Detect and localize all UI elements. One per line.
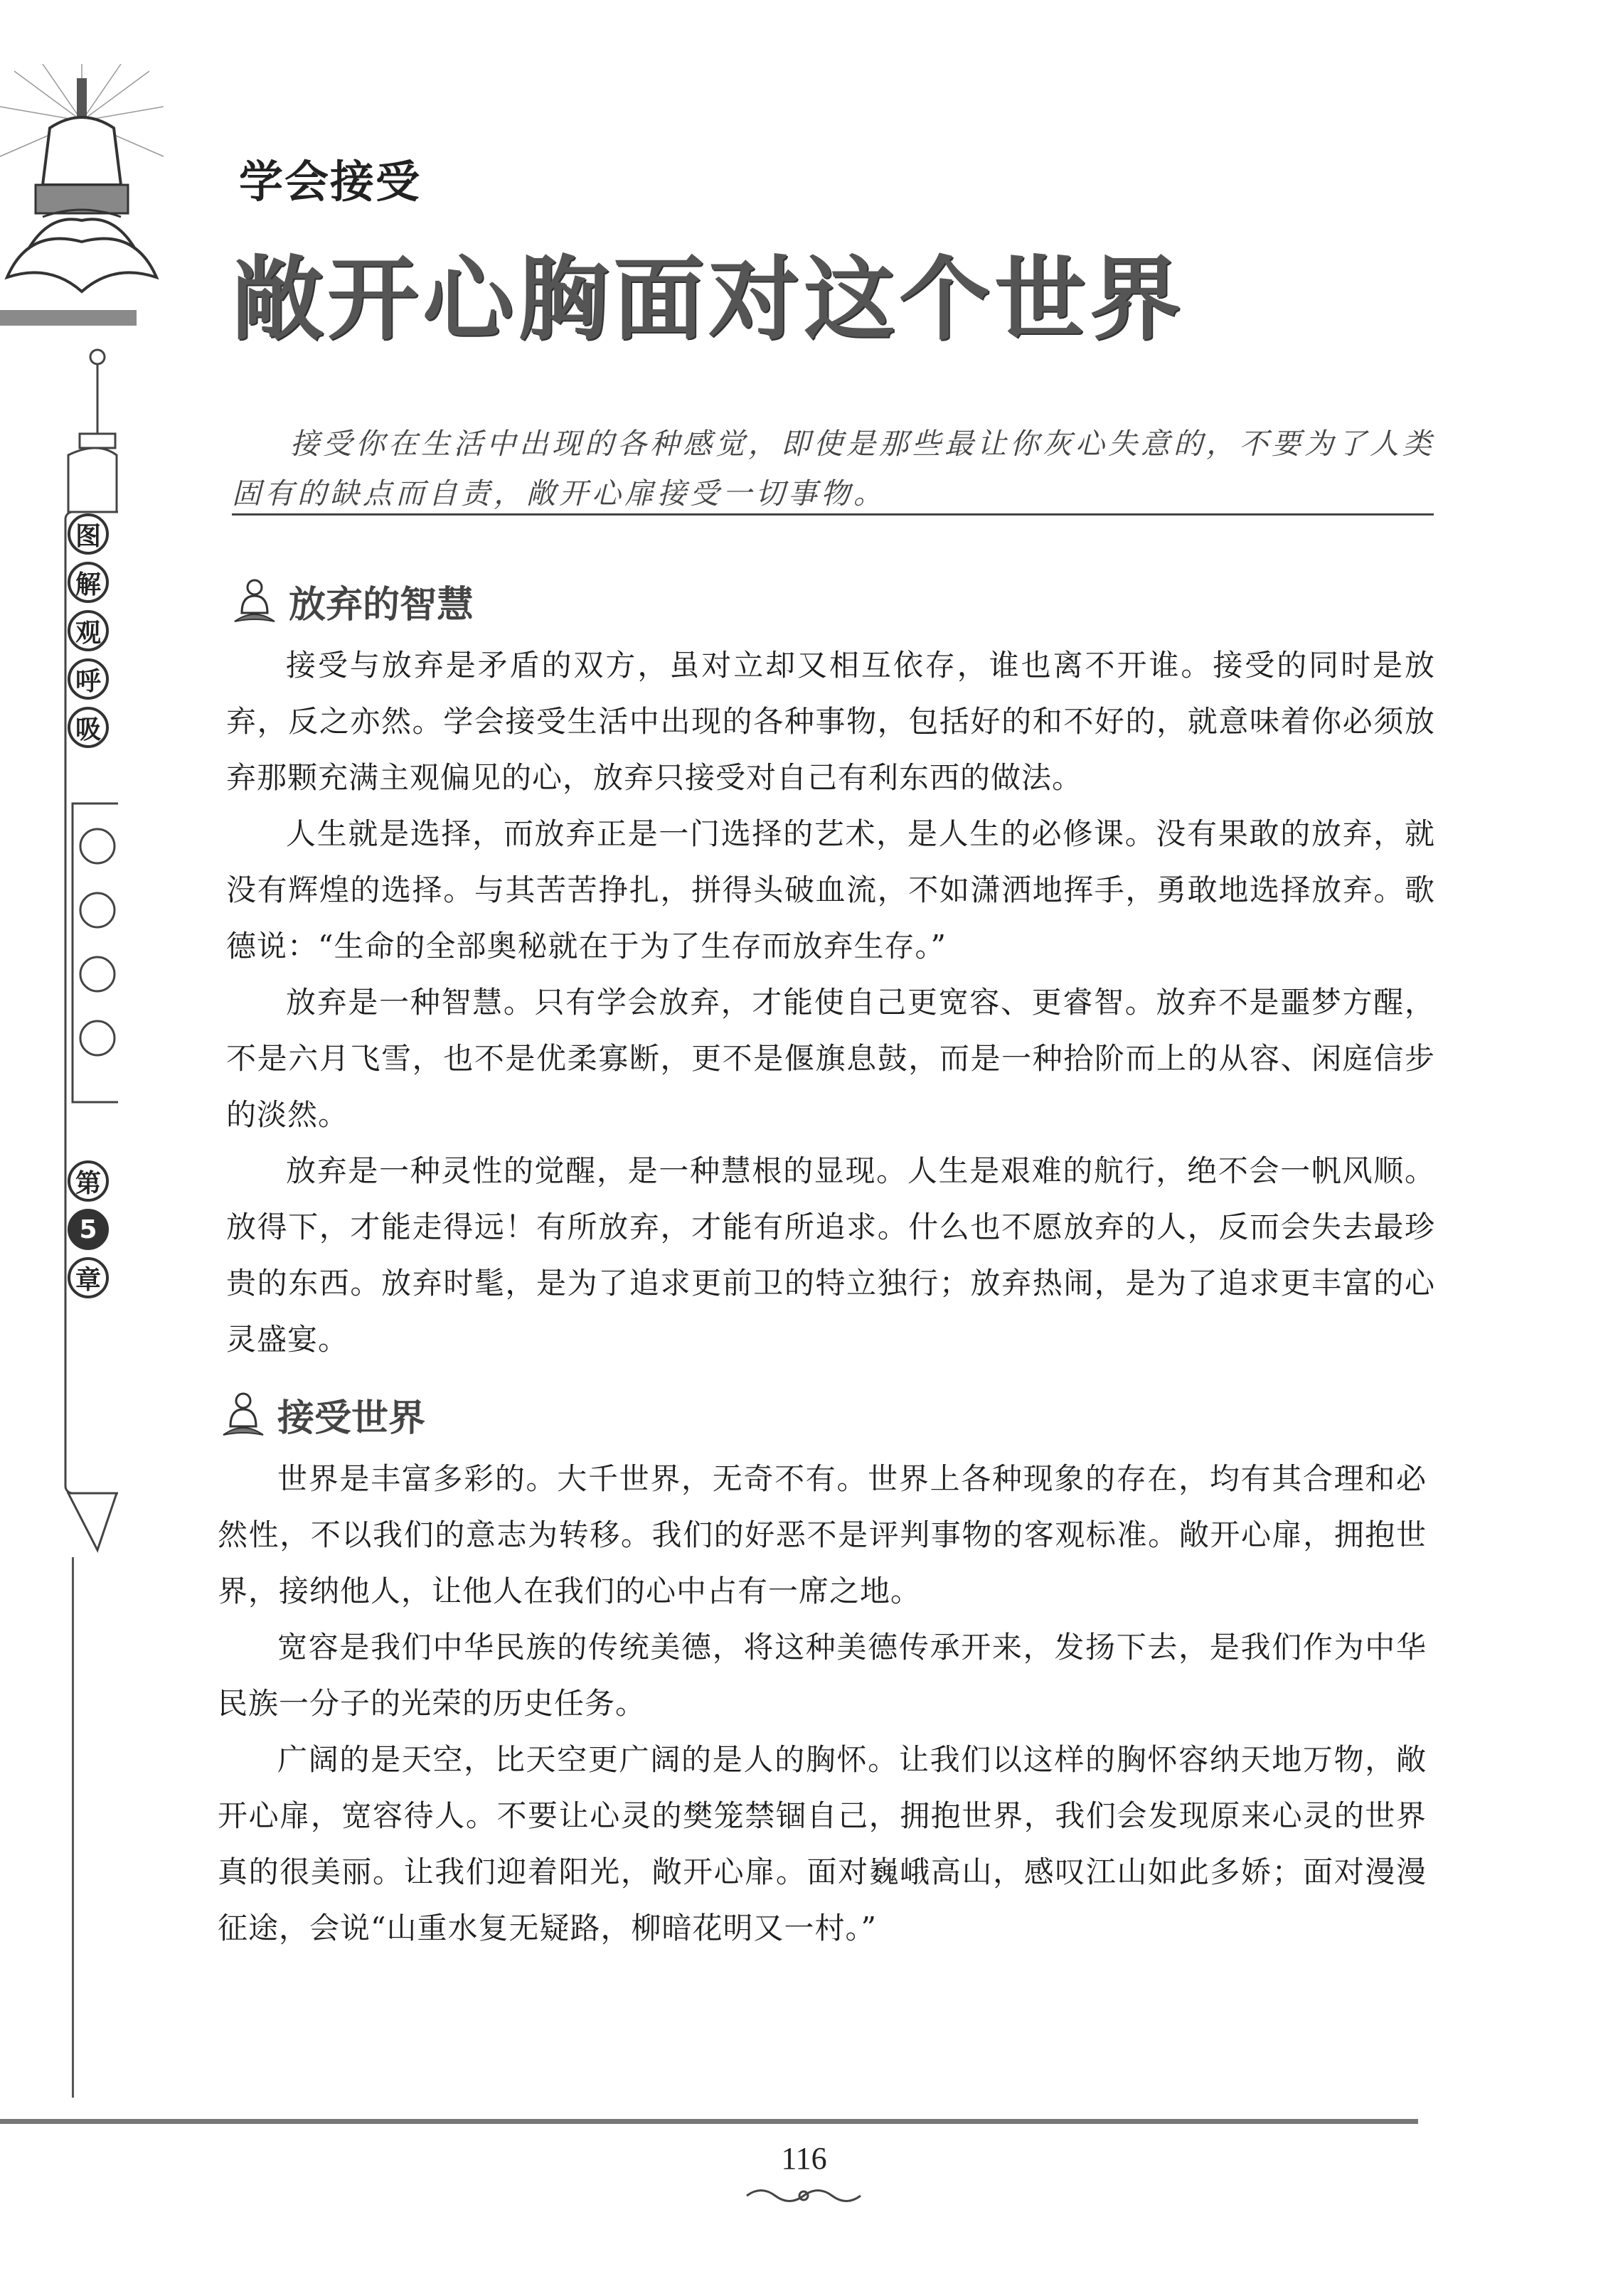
intro-divider [232,513,1434,516]
book-char: 图 [68,513,109,555]
book-char: 解 [68,562,109,603]
chapter-number: 5 [68,1209,109,1250]
chapter-char: 第 [68,1160,109,1202]
bottom-divider [0,2119,1418,2124]
page-number: 116 [781,2141,827,2176]
paragraph: 放弃是一种智慧。只有学会放弃，才能使自己更宽容、更睿智。放弃不是噩梦方醒，不是六月飞雪，也不是优柔寡断，更不是偃旗息鼓，而是一种拾阶而上的从容、闲庭信步的淡然。 [226,985,1435,1132]
book-title-vertical [65,513,111,748]
paragraph: 放弃是一种灵性的觉醒，是一种慧根的显现。人生是艰难的航行，绝不会一帆风顺。放得下，才能走得远！有所放弃，才能有所追求。什么也不愿放弃的人，反而会失去最珍贵的东西。放弃时髦，是为了追求更前卫的特立独行；放弃热闹，是为了追求更丰富的心灵盛宴。 [226,1153,1435,1357]
scroll-flourish-icon [740,2182,868,2210]
book-char: 呼 [68,658,109,700]
section-heading [220,1388,425,1441]
buddha-icon [220,1389,266,1441]
paragraph: 广阔的是天空，比天空更广阔的是人的胸怀。让我们以这样的胸怀容纳天地万物，敞开心扉，宽容待人。不要让心灵的樊笼禁锢自己，拥抱世界，我们会发现原来心灵的世界真的很美丽。让我们迎着阳光，敞开心扉。面对巍峨高山，感叹江山如此多娇；面对漫漫征途，会说“山重水复无疑路，柳暗花明又一村。” [218,1742,1427,1945]
section-heading-text: 接受世界 [277,1397,426,1440]
top-gray-bar [0,310,137,326]
intro-text: 接受你在生活中出现的各种感觉，即使是那些最让你灰心失意的，不要为了人类固有的缺点而自责，敞开心扉接受一切事物。 [232,427,1435,511]
section-body [218,1451,1427,1956]
paragraph: 人生就是选择，而放弃正是一门选择的艺术，是人生的必修课。没有果敢的放弃，就没有辉煌的选择。与其苦苦挣扎，拼得头破血流，不如潇洒地挥手，勇敢地选择放弃。歌德说：“生命的全部奥秘就在于为了生存而放弃生存。” [226,816,1435,963]
page-subtitle: 学会接受 [239,156,422,208]
chapter-char: 章 [68,1257,109,1298]
section-body [226,637,1435,1367]
page-title: 敞开心胸面对这个世界 [232,246,1186,353]
book-char: 观 [68,610,109,651]
paragraph: 宽容是我们中华民族的传统美德，将这种美德传承开来，发扬下去，是我们作为中华民族一分子的光荣的历史任务。 [218,1630,1427,1721]
chapter-label-vertical [65,1160,111,1298]
section-heading-text: 放弃的智慧 [289,583,474,626]
paragraph: 接受与放弃是矛盾的双方，虽对立却又相互依存，谁也离不开谁。接受的同时是放弃，反之亦然。学会接受生活中出现的各种事物，包括好的和不好的，就意味着你必须放弃那颗充满主观偏见的心，放弃只接受对自己有利东西的做法。 [226,648,1435,795]
stupa-lotus-ornament [0,64,164,306]
left-margin-line [72,1557,74,2098]
section-heading [232,575,474,628]
buddha-icon [232,576,277,627]
paragraph: 世界是丰富多彩的。大千世界，无奇不有。世界上各种现象的存在，均有其合理和必然性，不以我们的意志为转移。我们的好恶不是评判事物的客观标准。敞开心扉，拥抱世界，接纳他人，让他人在我们的心中占有一席之地。 [218,1461,1427,1608]
book-char: 吸 [68,707,109,748]
